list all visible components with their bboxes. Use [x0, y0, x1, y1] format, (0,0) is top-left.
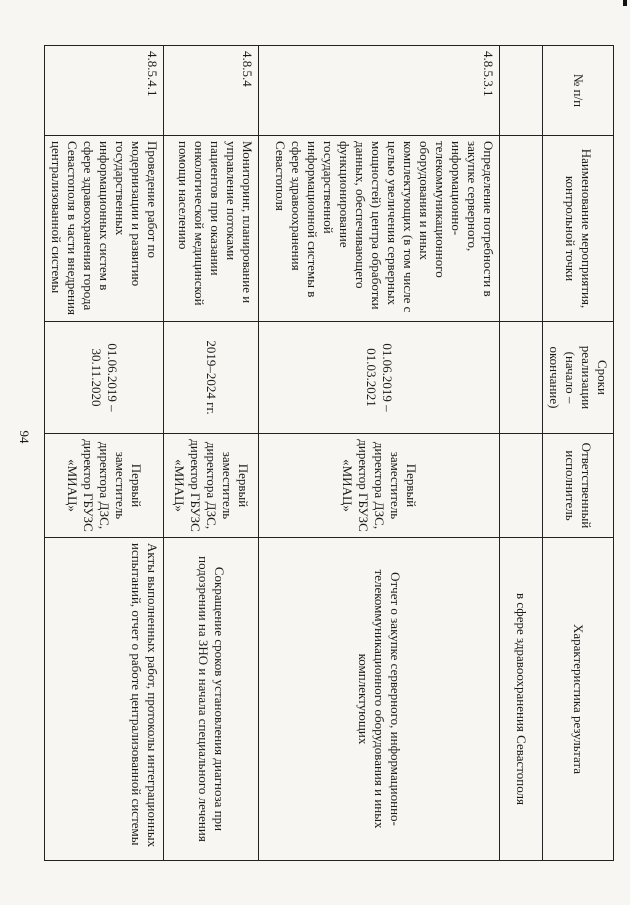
row-name: Мониторинг, планирование и управление потоками пациентов при оказании онкологической медицинской помощи населению — [164, 136, 259, 322]
row-responsible: Первый заместитель директора ДЗС, директор ГБУЗС «МИАЦ» — [45, 434, 164, 538]
row-dates: 2019–2024 гг. — [164, 322, 259, 434]
header-name: Наименование мероприятия, контрольной точки — [543, 136, 614, 322]
header-num: № п/п — [543, 46, 614, 136]
row-result: Сокращение сроков установления диагноза при подозрении на ЗНО и начала специального лечения — [164, 538, 259, 861]
header-result: Характеристика результата — [543, 538, 614, 861]
scan-mark — [623, 0, 627, 6]
table-row — [164, 46, 259, 861]
table-header-row — [543, 46, 614, 861]
header-dates: Сроки реализации (начало – окончание) — [543, 322, 614, 434]
row-name: Проведение работ по модернизации и развитию государственных информационных систем в сфере здравоохранения города Севастополя в части внедрения централизованной системы — [45, 136, 164, 322]
subheader-cell: в сфере здравоохранения Севастополя — [500, 538, 543, 861]
table-row — [259, 46, 500, 861]
row-num: 4.8.5.3.1 — [259, 46, 500, 136]
table-row — [45, 46, 164, 861]
page-number: 94 — [17, 430, 32, 444]
row-result: Акты выполненных работ, протоколы интеграционных испытаний, отчет о работе централизованной системы — [45, 538, 164, 861]
header-responsible: Ответственный исполнитель — [543, 434, 614, 538]
row-name: Определение потребности в закупке серверного, информационно-телекоммуникационного оборудования и иных комплектующих (в том числе с целью увеличения серверных мощностей) центра обработки данных, обеспечивающего функционирование государственной информационной системы в сфере здравоохранения Севастополя — [259, 136, 500, 322]
row-responsible: Первый заместитель директора ДЗС, директор ГБУЗС «МИАЦ» — [259, 434, 500, 538]
row-responsible: Первый заместитель директора ДЗС, директор ГБУЗС «МИАЦ» — [164, 434, 259, 538]
row-num: 4.8.5.4 — [164, 46, 259, 136]
measures-table — [49, 45, 614, 860]
row-num: 4.8.5.4.1 — [45, 46, 164, 136]
row-dates: 01.06.2019 – 01.03.2021 — [259, 322, 500, 434]
row-result: Отчет о закупке серверного, информационно-телекоммуникационного оборудования и иных комплектующих — [259, 538, 500, 861]
table-subheader-row — [500, 46, 543, 861]
row-dates: 01.06.2019 – 30.11.2020 — [45, 322, 164, 434]
